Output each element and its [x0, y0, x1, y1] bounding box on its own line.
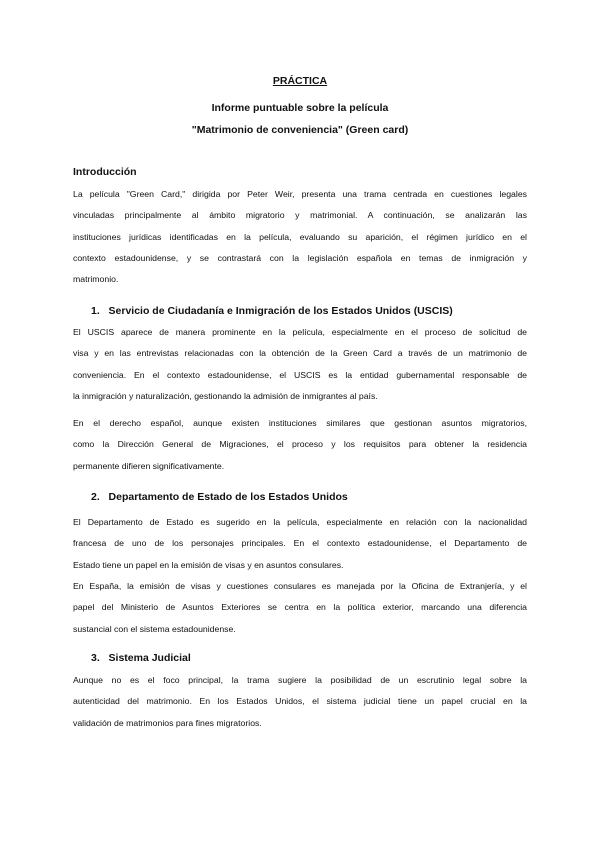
text-line: El USCIS aparece de manera prominente en la película, especialmente en el proceso de solicitud de	[73, 327, 527, 337]
section-number: 1.	[91, 305, 100, 317]
section-number: 2.	[91, 491, 100, 503]
section-title: Departamento de Estado de los Estados Unidos	[108, 491, 348, 503]
text-line: Aunque no es el foco principal, la trama sugiere la posibilidad de un escrutinio legal sobre la	[73, 675, 527, 685]
section-2-heading	[91, 491, 348, 503]
text-line: papel del Ministerio de Asuntos Exteriores se centra en la política exterior, marcando una diferencia	[73, 602, 527, 613]
text-line: La película "Green Card," dirigida por Peter Weir, presenta una trama centrada en cuestiones legales	[73, 189, 527, 199]
text-line: francesa de uno de los personajes principales. En el contexto estadounidense, el Departamento de	[73, 538, 527, 549]
intro-paragraph	[73, 184, 527, 290]
text-line: En el derecho español, aunque existen instituciones similares que gestionan asuntos migratorios,	[73, 418, 527, 428]
intro-heading: Introducción	[73, 166, 137, 178]
section-1-heading	[91, 305, 453, 317]
section-2-paragraph	[73, 512, 527, 576]
document-subtitle-film: "Matrimonio de conveniencia" (Green card)	[191, 124, 409, 136]
text-line: matrimonio.	[73, 274, 119, 285]
section-1-paragraph	[73, 413, 527, 477]
document-title: PRÁCTICA	[272, 75, 328, 87]
text-line: validación de matrimonios para fines migratorios.	[73, 717, 262, 728]
section-2-paragraph	[73, 576, 527, 640]
text-line: El Departamento de Estado es sugerido en la película, especialmente en relación con la nacionalidad	[73, 517, 527, 527]
text-line: permanente difieren significativamente.	[73, 460, 225, 471]
text-line: En España, la emisión de visas y cuestiones consulares es manejada por la Oficina de Extranjería, y el	[73, 581, 527, 591]
text-line: la inmigración y naturalización, gestionando la admisión de inmigrantes al país.	[73, 390, 378, 401]
section-number: 3.	[91, 652, 100, 664]
text-line: contexto estadounidense, y se contrastará con la legislación española en temas de inmigración y	[73, 252, 527, 263]
text-line: vinculadas principalmente al ámbito migratorio y matrimonial. A continuación, se analizarán las	[73, 210, 527, 221]
text-line: como la Dirección General de Migraciones, el proceso y los requisitos para obtener la residencia	[73, 439, 527, 450]
document-subtitle: Informe puntuable sobre la película	[211, 102, 389, 114]
text-line: conveniencia. En el contexto estadounidense, el USCIS es la entidad gubernamental responsable de	[73, 369, 527, 380]
text-line: sustancial con el sistema estadounidense.	[73, 623, 236, 634]
section-1-paragraph	[73, 322, 527, 407]
text-line: Estado tiene un papel en la emisión de visas y en asuntos consulares.	[73, 559, 344, 570]
section-title: Servicio de Ciudadanía e Inmigración de los Estados Unidos (USCIS)	[108, 305, 453, 317]
section-title: Sistema Judicial	[108, 652, 191, 664]
section-3-paragraph	[73, 670, 527, 734]
text-line: visa y en las entrevistas relacionadas con la obtención de la Green Card a través de un matrimonio de	[73, 348, 527, 359]
text-line: autenticidad del matrimonio. En los Estados Unidos, el sistema judicial tiene un papel crucial en la	[73, 696, 527, 707]
section-3-heading	[91, 652, 191, 664]
text-line: instituciones jurídicas identificadas en la película, evaluando su aparición, el régimen jurídico en el	[73, 231, 527, 242]
